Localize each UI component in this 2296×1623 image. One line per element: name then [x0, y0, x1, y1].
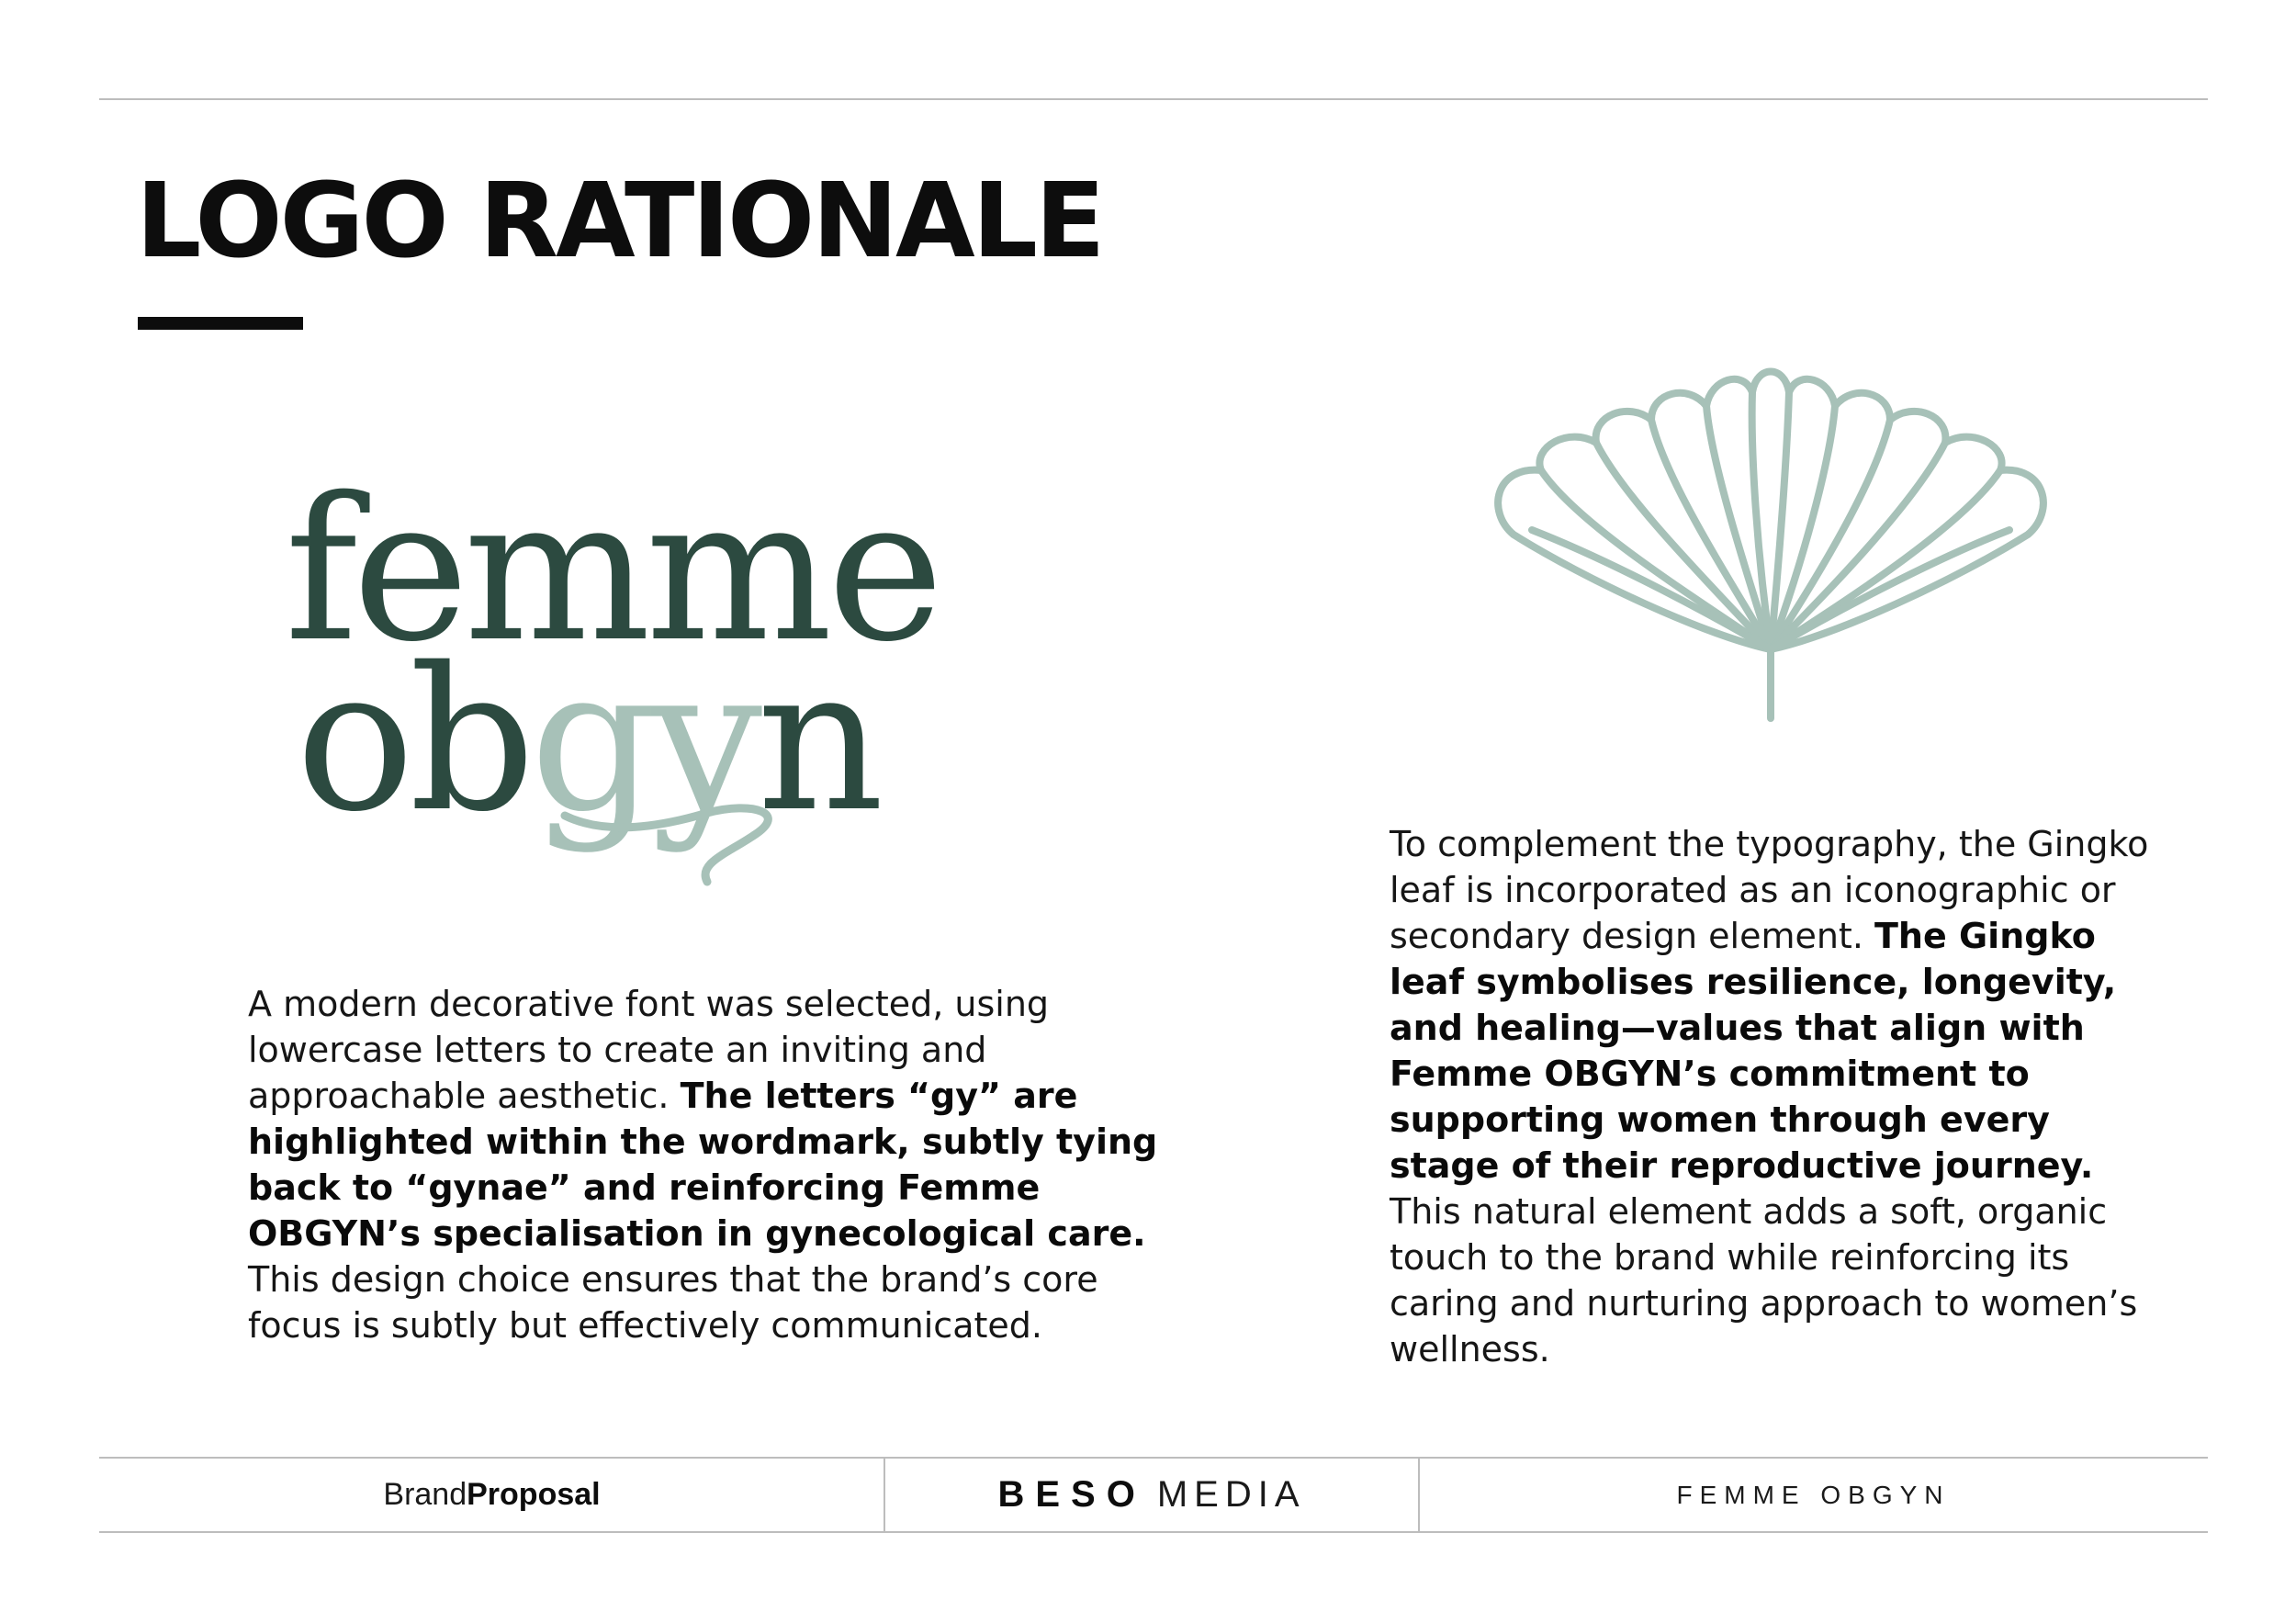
title-underline: [138, 317, 303, 330]
wordmark-n: n: [757, 625, 879, 855]
footer-agency: [884, 1459, 1419, 1531]
footer-client: [1419, 1459, 2208, 1531]
gingko-rationale-intro: To complement the typography, the Gingko leaf is incorporated as an iconographic or secondary design element.: [1390, 824, 2149, 956]
gingko-leaf-icon: [1477, 342, 2065, 727]
typography-rationale-outro: This design choice ensures that the brand’s core focus is subtly but effectively communicated.: [248, 1259, 1098, 1346]
gingko-rationale-highlight: The Gingko leaf symbolises resilience, longevity, and healing—values that align with Femme OBGYN’s commitment to supporting women through every stage of their reproductive journey.: [1390, 916, 2117, 1186]
footer-brand-label: Brand: [383, 1477, 467, 1512]
wordmark-svg: [276, 450, 974, 900]
wordmark-ob: ob: [296, 625, 531, 855]
typography-rationale-paragraph: [248, 981, 1185, 1348]
footer-client-name: FEMME OBGYN: [1676, 1480, 1951, 1509]
top-divider: [99, 98, 2208, 100]
typography-rationale-intro: A modern decorative font was selected, using lowercase letters to create an inviting and approachable aesthetic.: [248, 984, 1050, 1116]
gingko-rationale-outro: This natural element adds a soft, organic touch to the brand while reinforcing its caring and nurturing approach to women’s wellness.: [1390, 1191, 2138, 1369]
gingko-rationale-paragraph: [1390, 821, 2152, 1372]
footer-agency-beso: BESO: [997, 1474, 1146, 1515]
typography-rationale-highlight: The letters “gy” are highlighted within the wordmark, subtly tying back to “gynae” and reinforcing Femme OBGYN’s specialisation in gynecological care.: [248, 1076, 1158, 1254]
footer-bottom-divider: [99, 1531, 2208, 1533]
femme-obgyn-wordmark: [276, 450, 974, 900]
footer-agency-media: MEDIA: [1156, 1474, 1306, 1515]
footer-proposal-label: Proposal: [467, 1477, 601, 1512]
wordmark-gy-highlight: gy: [530, 625, 758, 855]
footer-brand-proposal: [99, 1459, 884, 1531]
wordmark-line1: femme: [285, 455, 939, 685]
gingko-leaf-svg: [1477, 342, 2065, 727]
page-title: LOGO RATIONALE: [136, 162, 1103, 281]
